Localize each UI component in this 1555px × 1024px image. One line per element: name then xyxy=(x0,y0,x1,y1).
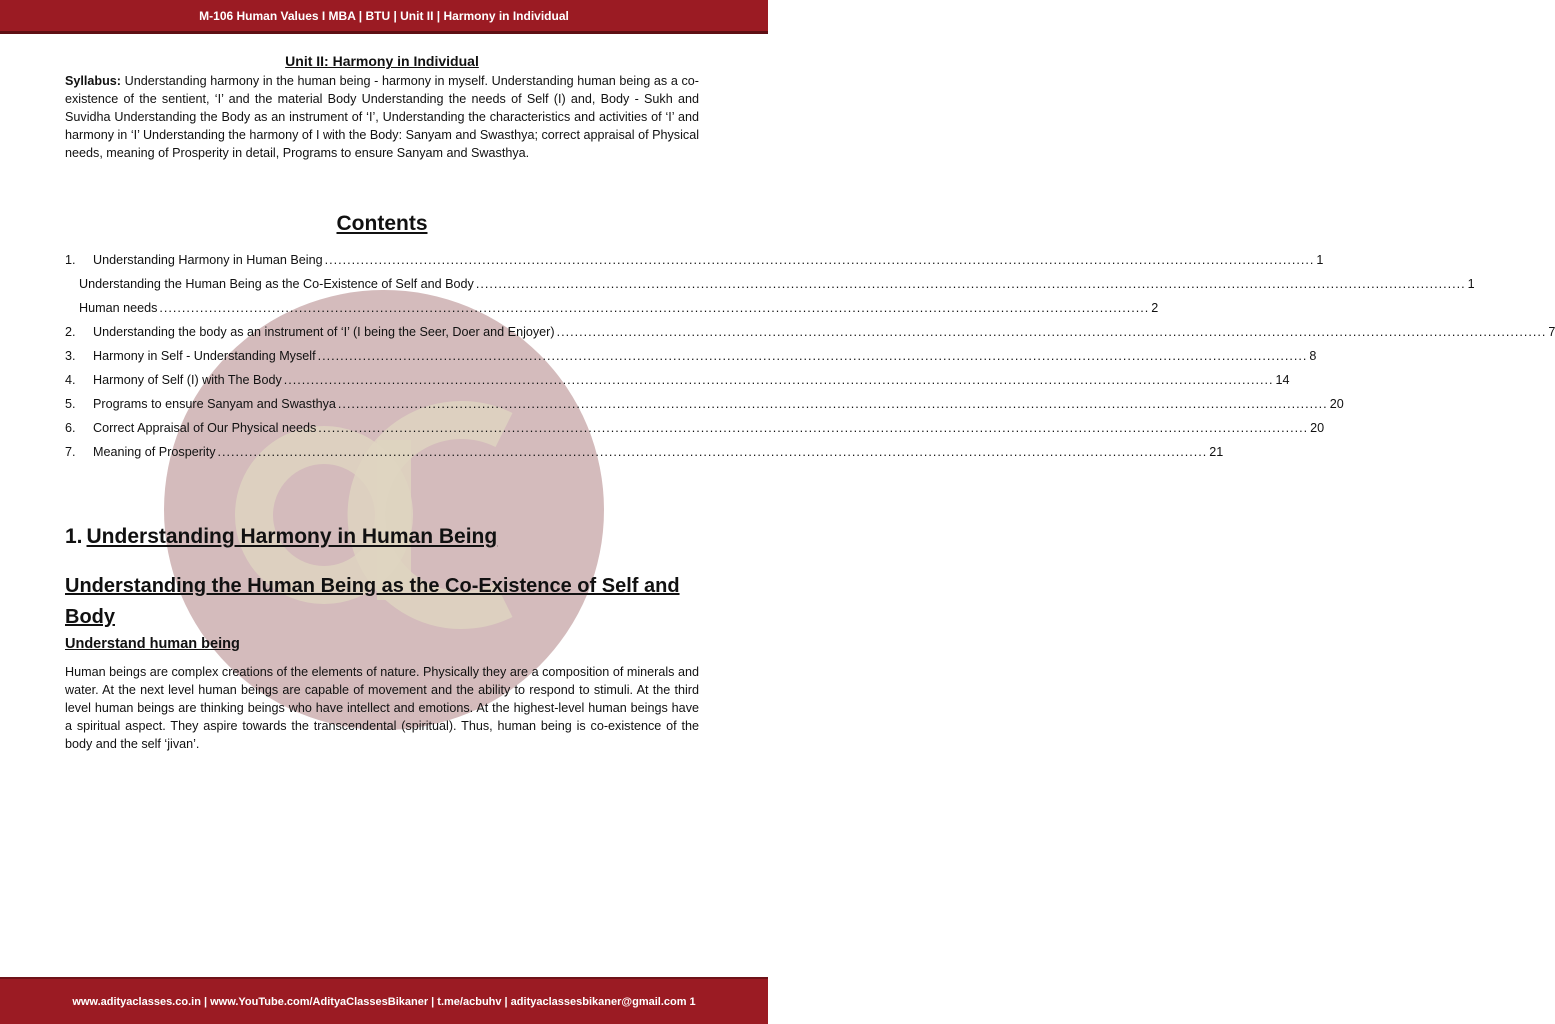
toc-item[interactable] xyxy=(65,344,1317,368)
table-of-contents xyxy=(65,248,1555,464)
toc-item-number: 6. xyxy=(65,421,76,435)
body-paragraph: Human beings are complex creations of the elements of nature. Physically they are a composition of minerals and water. At the next level human beings are capable of movement and the ability to respond to stimuli. At the third level human beings are thinking beings who have intellect and emotions. At the highest-level human beings have a spiritual aspect. They aspire towards the transcendental (spiritual). Thus, human being is co-existence of the body and the self ‘jivan’. xyxy=(65,665,699,751)
page-content xyxy=(65,52,1555,751)
toc-item-number: 7. xyxy=(65,445,76,459)
toc-leader-dots: ............................................................................................................................................................................................................................ xyxy=(318,421,1309,435)
toc-leader-dots: ............................................................................................................................................................................................................................ xyxy=(324,253,1315,267)
page-header xyxy=(0,0,768,34)
toc-leader-dots: ............................................................................................................................................................................................................................ xyxy=(475,277,1466,291)
toc-item[interactable] xyxy=(65,392,1344,416)
toc-item[interactable] xyxy=(65,320,1555,344)
toc-item-page: 14 xyxy=(1275,373,1290,387)
subsubsection-heading: Understand human being xyxy=(65,636,240,652)
toc-leader-dots: ............................................................................................................................................................................................................................ xyxy=(283,373,1274,387)
toc-item-page: 7 xyxy=(1548,325,1555,339)
page-footer xyxy=(0,977,768,1024)
toc-item-page: 2 xyxy=(1151,301,1159,315)
syllabus-label: Syllabus: xyxy=(65,74,121,88)
subsection-heading: Understanding the Human Being as the Co-Existence of Self and Body xyxy=(65,575,680,628)
toc-item-label: Understanding Harmony in Human Being xyxy=(93,253,323,267)
toc-item-page: 20 xyxy=(1310,421,1325,435)
toc-item-number: 4. xyxy=(65,373,76,387)
toc-item-label: Harmony in Self - Understanding Myself xyxy=(93,349,316,363)
toc-item-page: 21 xyxy=(1209,445,1224,459)
toc-item-label: Programs to ensure Sanyam and Swasthya xyxy=(93,397,336,411)
syllabus xyxy=(65,72,699,162)
syllabus-text: Understanding harmony in the human being - harmony in myself. Understanding human being as a co-existence of the sentient, ‘I’ and the material Body Understanding the needs of Self (I) and, Body - Sukh and Suvidha Understanding the Body as an instrument of ‘I’, Understanding the characteristics and activities of ‘I’ and harmony in ‘I’ Understanding the harmony of I with the Body: Sanyam and Swasthya; correct appraisal of Physical needs, meaning of Prosperity in detail, Programs to ensure Sanyam and Swasthya. xyxy=(65,74,699,160)
toc-item-page: 20 xyxy=(1329,397,1344,411)
section-number: 1. xyxy=(65,525,83,548)
toc-item[interactable] xyxy=(65,248,1324,272)
toc-item-number: 5. xyxy=(65,397,76,411)
section-title: Understanding Harmony in Human Being xyxy=(86,525,498,548)
toc-item[interactable] xyxy=(65,440,1224,464)
toc-item[interactable] xyxy=(65,368,1290,392)
toc-item-label: Understanding the Human Being as the Co-Existence of Self and Body xyxy=(79,277,474,291)
footer-text: www.adityaclasses.co.in | www.YouTube.com/AdityaClassesBikaner | t.me/acbuhv | adityaclassesbikaner@gmail.com 1 xyxy=(72,995,696,1008)
contents-title: Contents xyxy=(336,212,428,235)
toc-item[interactable] xyxy=(65,296,1159,320)
toc-leader-dots: ............................................................................................................................................................................................................................ xyxy=(556,325,1547,339)
toc-item-label: Harmony of Self (I) with The Body xyxy=(93,373,282,387)
toc-item-label: Meaning of Prosperity xyxy=(93,445,216,459)
unit-title: Unit II: Harmony in Individual xyxy=(285,53,479,69)
toc-item-label: Correct Appraisal of Our Physical needs xyxy=(93,421,317,435)
toc-item[interactable] xyxy=(65,272,1475,296)
toc-item-number: 3. xyxy=(65,349,76,363)
toc-leader-dots: ............................................................................................................................................................................................................................ xyxy=(159,301,1150,315)
section-heading xyxy=(65,525,699,549)
toc-item-page: 8 xyxy=(1309,349,1317,363)
toc-item-page: 1 xyxy=(1467,277,1475,291)
toc-item[interactable] xyxy=(65,416,1325,440)
toc-item-label: Understanding the body as an instrument of ‘I’ (I being the Seer, Doer and Enjoyer) xyxy=(93,325,555,339)
toc-item-number: 1. xyxy=(65,253,76,267)
toc-leader-dots: ............................................................................................................................................................................................................................ xyxy=(217,445,1208,459)
toc-leader-dots: ............................................................................................................................................................................................................................ xyxy=(317,349,1308,363)
toc-item-page: 1 xyxy=(1316,253,1324,267)
header-text: M-106 Human Values I MBA | BTU | Unit II | Harmony in Individual xyxy=(199,8,569,23)
toc-item-label: Human needs xyxy=(79,301,158,315)
toc-item-number: 2. xyxy=(65,325,76,339)
toc-leader-dots: ............................................................................................................................................................................................................................ xyxy=(337,397,1328,411)
